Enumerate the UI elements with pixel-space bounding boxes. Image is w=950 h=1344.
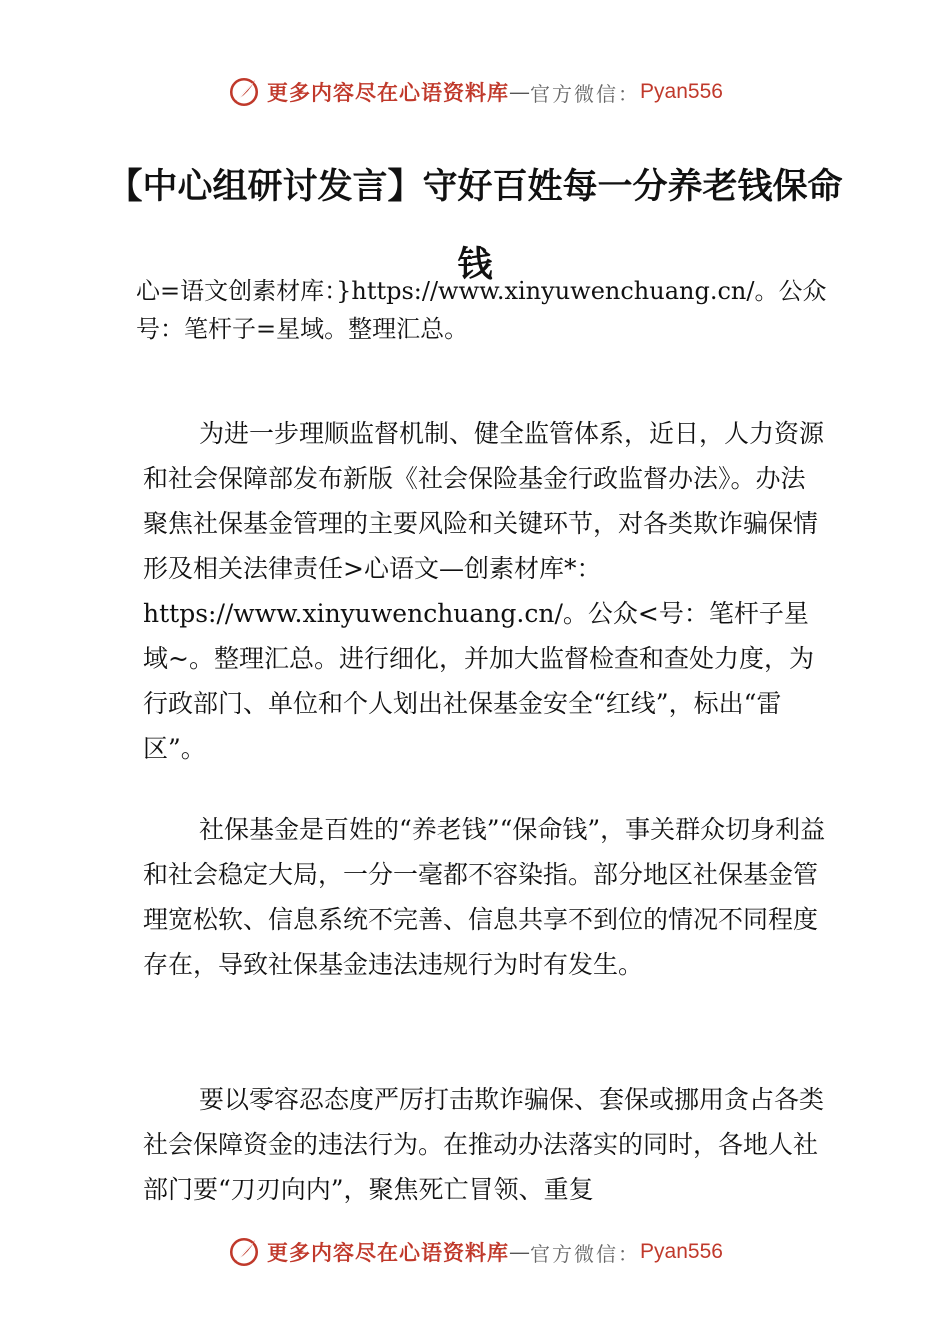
feather-logo-icon [227,75,261,109]
feather-logo-icon [227,1235,261,1269]
source-line: 心=语文创素材库：}https://www.xinyuwenchuang.cn/。公众号：笔杆子=星域。整理汇总。 [136,277,827,343]
banner-main-text: 更多内容尽在心语资料库 [267,80,510,105]
paragraph: 社保基金是百姓的“养老钱”“保命钱”，事关群众切身利益和社会稳定大局，一分一毫都不容染指。部分地区社保基金管理宽松软、信息系统不完善、信息共享不到位的情况不同程度存在，导致社保基金违法违规行为时有发生。 [143,815,826,979]
header-watermark-banner [0,72,950,112]
paragraph: 为进一步理顺监督机制、健全监管体系，近日，人力资源和社会保障部发布新版《社会保险基金行政监督办法》。办法聚焦社保基金管理的主要风险和关键环节，对各类欺诈骗保情形及相关法律责任>心语文—创素材库*：https://www.xinyuwenchuang.cn/。公众<号：笔杆子星域~。整理汇总。进行细化，并加大监督检查和查处力度，为行政部门、单位和个人划出社保基金安全“红线”，标出“雷区”。 [143,419,825,763]
document-title: 【中心组研讨发言】守好百姓每一分养老钱保命钱 [107,167,843,285]
banner-wechat-label: 官方微信： [530,1241,641,1266]
banner-dash: — [509,80,531,104]
footer-watermark-banner [0,1232,950,1272]
banner-main-text: 更多内容尽在心语资料库 [267,1240,510,1265]
paragraph: 要以零容忍态度严厉打击欺诈骗保、套保或挪用贪占各类社会保障资金的违法行为。在推动办法落实的同时，各地人社部门要“刀刃向内”，聚焦死亡冒领、重复 [143,1085,825,1204]
banner-dash: — [509,1240,531,1264]
banner-wechat-id: Pyan556 [640,80,723,103]
banner-wechat-id: Pyan556 [640,1240,723,1263]
banner-wechat-label: 官方微信： [530,81,641,106]
